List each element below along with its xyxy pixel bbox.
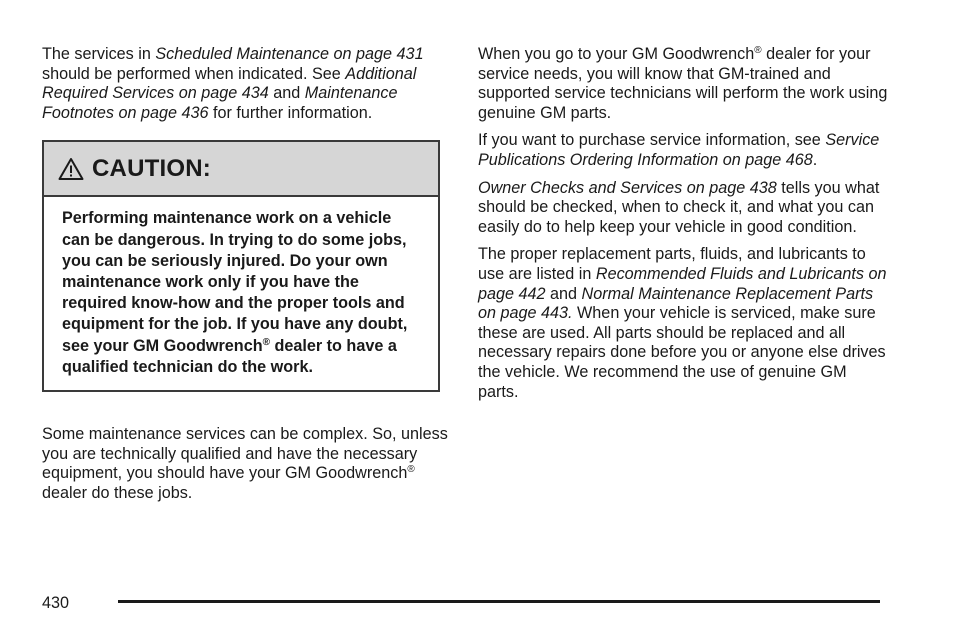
replacement-parts-paragraph: The proper replacement parts, fluids, and lubricants to use are listed in Recommended Fluids and Lubricants on page 442 and Normal Maintenance Replacement Parts on page 443. When your vehicle is serviced, make sure these are used. All parts should be replaced and all necessary repairs done before you or anyone else drives the vehicle. We recommend the use of genuine GM parts. (478, 245, 887, 401)
caution-box (42, 140, 440, 392)
link-additional-services[interactable]: Additional Required Services on page 434 (42, 64, 417, 103)
link-owner-checks[interactable]: Owner Checks and Services on page 438 (478, 178, 777, 197)
service-info-paragraph: If you want to purchase service information, see Service Publications Ordering Information on page 468. (478, 131, 880, 169)
owner-checks-paragraph: Owner Checks and Services on page 438 tells you what should be checked, when to check it, and what you can easily do to help keep your vehicle in good condition. (478, 178, 880, 236)
link-recommended-fluids[interactable]: Recommended Fluids and Lubricants on page 442 (478, 264, 887, 303)
registered-mark: ® (754, 45, 762, 56)
registered-mark: ® (407, 464, 415, 476)
right-column (478, 45, 888, 410)
link-replacement-parts[interactable]: Normal Maintenance Replacement Parts on page 443. (478, 284, 874, 323)
left-column (42, 45, 448, 511)
caution-title: CAUTION: (92, 155, 211, 183)
warning-triangle-icon (58, 157, 84, 181)
complex-services-paragraph: Some maintenance services can be complex. So, unless you are technically qualified and have the necessary equipment, you should have your GM Goodwrench® dealer do these jobs. (42, 425, 448, 502)
link-service-publications[interactable]: Service Publications Ordering Information on page 468 (478, 131, 880, 169)
intro-paragraph: The services in Scheduled Maintenance on page 431 should be performed when indicated. See Additional Required Services on page 434 and Maintenance Footnotes on page 436 for further information. (42, 45, 424, 122)
registered-mark: ® (262, 336, 270, 348)
footer-rule (118, 600, 880, 603)
dealer-paragraph: When you go to your GM Goodwrench® dealer for your service needs, you will know that GM-trained and supported service technicians will perform the work using genuine GM parts. (478, 45, 888, 122)
link-scheduled-maintenance[interactable]: Scheduled Maintenance on page 431 (155, 45, 424, 63)
caution-text: Performing maintenance work on a vehicle can be dangerous. In trying to do some jobs, you can be seriously injured. Do your own maintenance work only if you have the required know-how and the proper tools and equipment for the job. If you have any doubt, see your GM Goodwrench® dealer to have a qualified technician do the work. (62, 209, 408, 376)
link-maintenance-footnotes[interactable]: Maintenance Footnotes on page 436 (42, 84, 398, 122)
page-number: 430 (42, 594, 70, 612)
caution-header (44, 142, 438, 197)
